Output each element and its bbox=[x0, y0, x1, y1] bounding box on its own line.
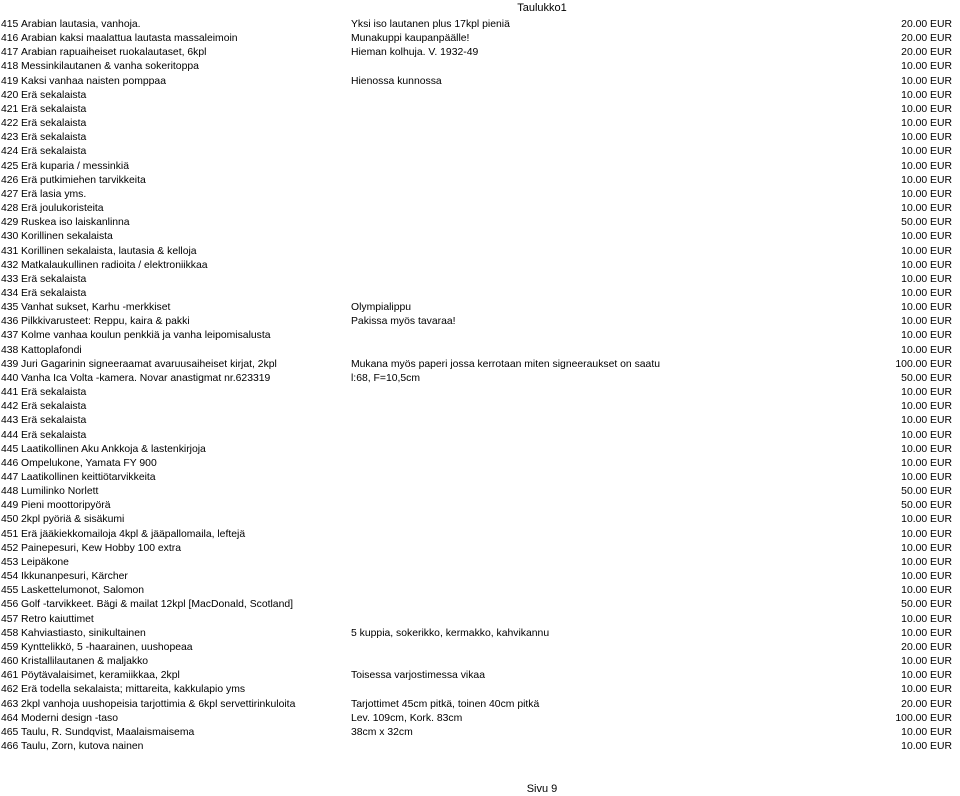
lot-number: 433 bbox=[1, 273, 19, 285]
lot-description: Korillinen sekalaista, lautasia & kelloja bbox=[21, 245, 197, 257]
lot-description: Arabian lautasia, vanhoja. bbox=[21, 19, 141, 30]
list-item bbox=[0, 372, 960, 386]
lot-number: 440 bbox=[1, 372, 19, 384]
list-item bbox=[0, 570, 960, 584]
list-item bbox=[0, 259, 960, 273]
lot-number: 461 bbox=[1, 670, 19, 682]
lot-description: Erä lasia yms. bbox=[21, 188, 87, 200]
lot-number: 436 bbox=[1, 316, 19, 328]
list-item bbox=[0, 499, 960, 513]
lot-number: 464 bbox=[1, 712, 19, 724]
lot-description: Erä sekalaista bbox=[21, 146, 87, 158]
lot-description: Vanha Ica Volta -kamera. Novar anastigmat nr.623319 bbox=[21, 372, 271, 384]
lot-price: 10.00 EUR bbox=[901, 103, 952, 115]
lot-number: 447 bbox=[1, 472, 19, 483]
lot-price: 10.00 EUR bbox=[901, 613, 952, 625]
lot-number: 457 bbox=[1, 613, 19, 625]
lot-description: Korillinen sekalaista bbox=[21, 231, 113, 243]
lot-price: 10.00 EUR bbox=[901, 429, 952, 441]
lot-price: 20.00 EUR bbox=[901, 33, 952, 45]
lot-price: 100.00 EUR bbox=[895, 358, 952, 370]
lot-price: 20.00 EUR bbox=[901, 641, 952, 653]
list-item bbox=[0, 245, 960, 259]
lot-note: 5 kuppia, sokerikko, kermakko, kahvikannu bbox=[351, 627, 550, 639]
lot-number: 421 bbox=[1, 103, 19, 115]
list-item bbox=[0, 584, 960, 598]
list-item bbox=[0, 188, 960, 202]
list-item bbox=[0, 174, 960, 188]
lot-description: Erä sekalaista bbox=[21, 401, 87, 413]
lot-number: 449 bbox=[1, 500, 19, 512]
lot-price: 10.00 EUR bbox=[901, 571, 952, 583]
lot-price: 10.00 EUR bbox=[901, 245, 952, 257]
lot-price: 10.00 EUR bbox=[901, 330, 952, 342]
lot-note: 38cm x 32cm bbox=[351, 726, 413, 738]
list-item bbox=[0, 613, 960, 627]
lot-number: 452 bbox=[1, 542, 19, 554]
lot-price: 20.00 EUR bbox=[901, 698, 952, 710]
lot-description: Erä sekalaista bbox=[21, 103, 87, 115]
lot-price: 10.00 EUR bbox=[901, 316, 952, 328]
lot-note: Yksi iso lautanen plus 17kpl pieniä bbox=[351, 19, 510, 30]
lot-price: 10.00 EUR bbox=[901, 457, 952, 469]
lot-number: 445 bbox=[1, 443, 19, 455]
lot-description: Erä sekalaista bbox=[21, 132, 87, 144]
list-item bbox=[0, 669, 960, 683]
lot-description: Juri Gagarinin signeeraamat avaruusaiheiset kirjat, 2kpl bbox=[21, 358, 277, 370]
lot-price: 10.00 EUR bbox=[901, 75, 952, 87]
lot-number: 465 bbox=[1, 726, 19, 738]
lot-price: 10.00 EUR bbox=[901, 231, 952, 243]
lot-list bbox=[0, 18, 960, 754]
lot-price: 10.00 EUR bbox=[901, 514, 952, 526]
lot-number: 424 bbox=[1, 146, 19, 158]
list-item bbox=[0, 117, 960, 131]
list-item bbox=[0, 315, 960, 329]
list-item bbox=[0, 627, 960, 641]
list-item bbox=[0, 216, 960, 230]
lot-number: 418 bbox=[1, 61, 19, 73]
lot-price: 10.00 EUR bbox=[901, 415, 952, 427]
lot-price: 10.00 EUR bbox=[901, 472, 952, 483]
lot-number: 448 bbox=[1, 486, 19, 498]
lot-description: Erä sekalaista bbox=[21, 118, 87, 130]
lot-number: 462 bbox=[1, 684, 19, 696]
lot-price: 10.00 EUR bbox=[901, 89, 952, 101]
lot-price: 10.00 EUR bbox=[901, 585, 952, 597]
lot-description: Golf -tarvikkeet. Bägi & mailat 12kpl [MacDonald, Scotland] bbox=[21, 599, 294, 611]
lot-description: Taulu, R. Sundqvist, Maalaismaisema bbox=[21, 726, 195, 738]
lot-description: Lumilinko Norlett bbox=[21, 486, 99, 498]
lot-description: Erä joulukoristeita bbox=[21, 203, 104, 215]
lot-price: 10.00 EUR bbox=[901, 160, 952, 172]
list-item bbox=[0, 528, 960, 542]
lot-description: Erä sekalaista bbox=[21, 387, 87, 399]
lot-number: 434 bbox=[1, 287, 19, 299]
lot-note: Olympialippu bbox=[351, 302, 412, 314]
lot-number: 444 bbox=[1, 429, 19, 441]
lot-price: 10.00 EUR bbox=[901, 627, 952, 639]
lot-description: Pilkkivarusteet: Reppu, kaira & pakki bbox=[21, 316, 190, 328]
lot-price: 10.00 EUR bbox=[901, 556, 952, 568]
lot-price: 10.00 EUR bbox=[901, 203, 952, 215]
list-item bbox=[0, 230, 960, 244]
lot-price: 10.00 EUR bbox=[901, 387, 952, 399]
lot-description: Vanhat sukset, Karhu -merkkiset bbox=[21, 302, 171, 314]
list-item bbox=[0, 683, 960, 697]
lot-price: 50.00 EUR bbox=[901, 500, 952, 512]
list-item bbox=[0, 641, 960, 655]
lot-number: 416 bbox=[1, 33, 19, 45]
lot-price: 100.00 EUR bbox=[895, 712, 952, 724]
list-item bbox=[0, 301, 960, 315]
list-item bbox=[0, 344, 960, 358]
list-item bbox=[0, 145, 960, 159]
lot-price: 10.00 EUR bbox=[901, 61, 952, 73]
lot-description: Kolme vanhaa koulun penkkiä ja vanha leipomisalusta bbox=[21, 330, 271, 342]
lot-description: Kattoplafondi bbox=[21, 344, 82, 356]
lot-description: Erä todella sekalaista; mittareita, kakkulapio yms bbox=[21, 684, 246, 696]
lot-price: 10.00 EUR bbox=[901, 188, 952, 200]
lot-description: Erä sekalaista bbox=[21, 273, 87, 285]
lot-price: 10.00 EUR bbox=[901, 287, 952, 299]
list-item bbox=[0, 400, 960, 414]
lot-price: 10.00 EUR bbox=[901, 401, 952, 413]
lot-description: Erä jääkiekkomailoja 4kpl & jääpallomaila, leftejä bbox=[21, 528, 246, 540]
list-item bbox=[0, 485, 960, 499]
lot-description: Retro kaiuttimet bbox=[21, 613, 94, 625]
lot-price: 50.00 EUR bbox=[901, 217, 952, 229]
lot-number: 455 bbox=[1, 585, 19, 597]
list-item bbox=[0, 740, 960, 754]
lot-price: 50.00 EUR bbox=[901, 372, 952, 384]
lot-description: Pieni moottoripyörä bbox=[21, 500, 111, 512]
lot-note: Pakissa myös tavaraa! bbox=[351, 316, 456, 328]
lot-description: Arabian rapuaiheiset ruokalautaset, 6kpl bbox=[21, 47, 207, 59]
list-item bbox=[0, 46, 960, 60]
list-item bbox=[0, 160, 960, 174]
list-item bbox=[0, 103, 960, 117]
lot-number: 442 bbox=[1, 401, 19, 413]
lot-number: 437 bbox=[1, 330, 19, 342]
lot-price: 10.00 EUR bbox=[901, 740, 952, 752]
lot-description: Leipäkone bbox=[21, 556, 69, 568]
lot-description: Laskettelumonot, Salomon bbox=[21, 585, 145, 597]
lot-description: 2kpl vanhoja uushopeisia tarjottimia & 6kpl servettirinkuloita bbox=[21, 698, 296, 710]
lot-price: 50.00 EUR bbox=[901, 599, 952, 611]
lot-number: 450 bbox=[1, 514, 19, 526]
list-item bbox=[0, 131, 960, 145]
lot-description: Erä kuparia / messinkiä bbox=[21, 160, 129, 172]
lot-note: l:68, F=10,5cm bbox=[351, 372, 421, 384]
lot-price: 10.00 EUR bbox=[901, 670, 952, 682]
lot-number: 438 bbox=[1, 344, 19, 356]
list-item bbox=[0, 443, 960, 457]
lot-description: Ompelukone, Yamata FY 900 bbox=[21, 457, 157, 469]
list-item bbox=[0, 32, 960, 46]
lot-description: Kristallilautanen & maljakko bbox=[21, 656, 149, 668]
list-item bbox=[0, 358, 960, 372]
lot-number: 430 bbox=[1, 231, 19, 243]
lot-price: 10.00 EUR bbox=[901, 259, 952, 271]
lot-note: Munakuppi kaupanpäälle! bbox=[351, 33, 470, 45]
lot-number: 431 bbox=[1, 245, 19, 257]
lot-number: 419 bbox=[1, 75, 19, 87]
lot-number: 429 bbox=[1, 217, 19, 229]
lot-number: 443 bbox=[1, 415, 19, 427]
lot-number: 458 bbox=[1, 627, 19, 639]
list-item bbox=[0, 414, 960, 428]
lot-number: 417 bbox=[1, 47, 19, 59]
sheet-title: Taulukko1 bbox=[517, 2, 567, 14]
list-item bbox=[0, 60, 960, 74]
lot-number: 451 bbox=[1, 528, 19, 540]
list-item bbox=[0, 386, 960, 400]
list-item bbox=[0, 202, 960, 216]
lot-price: 10.00 EUR bbox=[901, 656, 952, 668]
lot-price: 10.00 EUR bbox=[901, 118, 952, 130]
list-item bbox=[0, 75, 960, 89]
list-item bbox=[0, 598, 960, 612]
lot-price: 10.00 EUR bbox=[901, 146, 952, 158]
lot-description: Moderni design -taso bbox=[21, 712, 119, 724]
lot-number: 428 bbox=[1, 203, 19, 215]
lot-price: 10.00 EUR bbox=[901, 132, 952, 144]
lot-description: Messinkilautanen & vanha sokeritoppa bbox=[21, 61, 199, 73]
lot-number: 425 bbox=[1, 160, 19, 172]
list-item bbox=[0, 712, 960, 726]
lot-price: 20.00 EUR bbox=[901, 19, 952, 30]
lot-number: 415 bbox=[1, 19, 19, 30]
list-item bbox=[0, 726, 960, 740]
lot-price: 10.00 EUR bbox=[901, 273, 952, 285]
lot-description: Kahviastiasto, sinikultainen bbox=[21, 627, 146, 639]
list-item bbox=[0, 18, 960, 32]
page-number: Sivu 9 bbox=[526, 783, 558, 795]
list-item bbox=[0, 89, 960, 103]
list-item bbox=[0, 471, 960, 485]
lot-description: Erä sekalaista bbox=[21, 287, 87, 299]
lot-number: 456 bbox=[1, 599, 19, 611]
lot-description: Erä sekalaista bbox=[21, 429, 87, 441]
lot-price: 10.00 EUR bbox=[901, 344, 952, 356]
lot-price: 10.00 EUR bbox=[901, 174, 952, 186]
lot-number: 453 bbox=[1, 556, 19, 568]
lot-number: 460 bbox=[1, 656, 19, 668]
list-item bbox=[0, 287, 960, 301]
lot-description: Kynttelikkö, 5 -haarainen, uushopeaa bbox=[21, 641, 193, 653]
lot-price: 10.00 EUR bbox=[901, 542, 952, 554]
lot-price: 10.00 EUR bbox=[901, 684, 952, 696]
lot-number: 420 bbox=[1, 89, 19, 101]
lot-price: 10.00 EUR bbox=[901, 528, 952, 540]
lot-note: Toisessa varjostimessa vikaa bbox=[351, 670, 485, 682]
lot-description: Laatikollinen keittiötarvikkeita bbox=[21, 472, 156, 483]
list-item bbox=[0, 556, 960, 570]
lot-number: 463 bbox=[1, 698, 19, 710]
lot-description: Matkalaukullinen radioita / elektroniikkaa bbox=[21, 259, 208, 271]
list-item bbox=[0, 542, 960, 556]
lot-description: Erä sekalaista bbox=[21, 415, 87, 427]
lot-price: 10.00 EUR bbox=[901, 726, 952, 738]
lot-price: 20.00 EUR bbox=[901, 47, 952, 59]
lot-number: 454 bbox=[1, 571, 19, 583]
lot-number: 439 bbox=[1, 358, 19, 370]
lot-description: Pöytävalaisimet, keramiikkaa, 2kpl bbox=[21, 670, 180, 682]
list-item bbox=[0, 429, 960, 443]
lot-note: Hieman kolhuja. V. 1932-49 bbox=[351, 47, 479, 59]
lot-note: Lev. 109cm, Kork. 83cm bbox=[351, 712, 463, 724]
lot-description: Kaksi vanhaa naisten pomppaa bbox=[21, 75, 166, 87]
lot-number: 459 bbox=[1, 641, 19, 653]
list-item bbox=[0, 655, 960, 669]
lot-number: 435 bbox=[1, 302, 19, 314]
lot-note: Hienossa kunnossa bbox=[351, 75, 442, 87]
lot-description: Laatikollinen Aku Ankkoja & lastenkirjoja bbox=[21, 443, 206, 455]
lot-number: 427 bbox=[1, 188, 19, 200]
lot-description: Ikkunanpesuri, Kärcher bbox=[21, 571, 128, 583]
list-item bbox=[0, 513, 960, 527]
lot-number: 422 bbox=[1, 118, 19, 130]
lot-description: Ruskea iso laiskanlinna bbox=[21, 217, 130, 229]
list-item bbox=[0, 273, 960, 287]
lot-note: Mukana myös paperi jossa kerrotaan miten signeeraukset on saatu bbox=[351, 358, 660, 370]
lot-description: 2kpl pyöriä & sisäkumi bbox=[21, 514, 125, 526]
list-item bbox=[0, 457, 960, 471]
lot-description: Erä sekalaista bbox=[21, 89, 87, 101]
list-item bbox=[0, 329, 960, 343]
lot-note: Tarjottimet 45cm pitkä, toinen 40cm pitkä bbox=[351, 698, 540, 710]
lot-description: Arabian kaksi maalattua lautasta massaleimoin bbox=[21, 33, 238, 45]
lot-number: 423 bbox=[1, 132, 19, 144]
lot-number: 432 bbox=[1, 259, 19, 271]
lot-description: Painepesuri, Kew Hobby 100 extra bbox=[21, 542, 181, 554]
lot-number: 426 bbox=[1, 174, 19, 186]
lot-price: 50.00 EUR bbox=[901, 486, 952, 498]
lot-number: 446 bbox=[1, 457, 19, 469]
lot-price: 10.00 EUR bbox=[901, 302, 952, 314]
lot-number: 441 bbox=[1, 387, 19, 399]
list-item bbox=[0, 698, 960, 712]
lot-description: Taulu, Zorn, kutova nainen bbox=[21, 740, 144, 752]
lot-price: 10.00 EUR bbox=[901, 443, 952, 455]
lot-number: 466 bbox=[1, 740, 19, 752]
lot-description: Erä putkimiehen tarvikkeita bbox=[21, 174, 146, 186]
